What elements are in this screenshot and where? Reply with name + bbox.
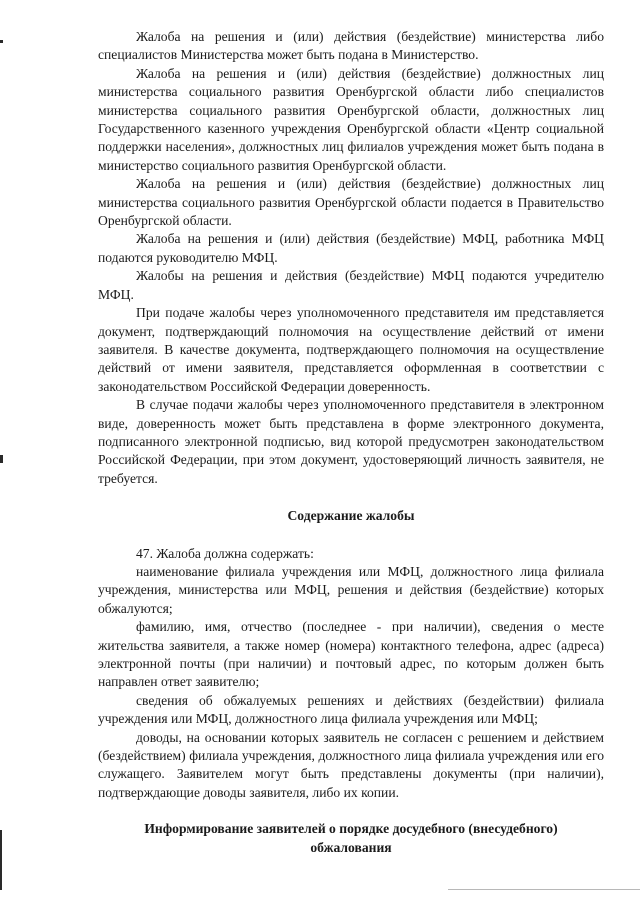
scan-edge-mark [0, 830, 2, 890]
document-body [98, 28, 604, 857]
paragraph: При подаче жалобы через уполномоченного представителя им представляется документ, подтверждающий полномочия на осуществление действий от имени заявителя. В качестве документа, подтверждающего полномочия на осуществление действий от имени заявителя, представляется оформленная в соответствии с законодательством Российской Федерации доверенность. [98, 305, 604, 394]
scan-edge-mark [0, 40, 3, 43]
paragraph: сведения об обжалуемых решениях и действиях (бездействии) филиала учреждения или МФЦ, должностного лица филиала учреждения или МФЦ; [98, 692, 604, 727]
scan-bottom-line [448, 889, 640, 890]
paragraph: 47. Жалоба должна содержать: [136, 545, 314, 561]
paragraph: Жалоба на решения и (или) действия (бездействие) министерства либо специалистов Министерства может быть подана в Министерство. [98, 29, 604, 63]
paragraph: наименование филиала учреждения или МФЦ, должностного лица филиала учреждения, министерства или МФЦ, решения и действия (бездействие) которых обжалуются; [98, 563, 604, 616]
paragraph: Жалоба на решения и (или) действия (бездействие) должностных лиц министерства социального развития Оренбургской области либо специалистов министерства социального развития Оренбургской области, должностных лиц Государственного казенного учреждения Оренбургской области «Центр социальной поддержки населения», должностных лиц филиалов учреждения может быть подана в министерство социального развития Оренбургской области. [98, 65, 604, 173]
paragraph: Жалобы на решения и действия (бездействие) МФЦ подаются учредителю МФЦ. [98, 268, 604, 302]
paragraph: Жалоба на решения и (или) действия (бездействие) должностных лиц министерства социального развития Оренбургской области подается в Правительство Оренбургской области. [98, 176, 604, 229]
section-heading-informing: Информирование заявителей о порядке досудебного (внесудебного) обжалования [144, 821, 558, 855]
scan-edge-mark [0, 455, 3, 463]
paragraph: В случае подачи жалобы через уполномоченного представителя в электронном виде, доверенность может быть представлена в форме электронного документа, подписанного электронной подписью, вид которой предусмотрен законодательством Российской Федерации, при этом документ, удостоверяющий личность заявителя, не требуется. [98, 397, 604, 486]
section-heading-complaint-content: Содержание жалобы [287, 508, 415, 524]
paragraph: фамилию, имя, отчество (последнее - при наличии), сведения о месте жительства заявителя, а также номер (номера) контактного телефона, адрес (адреса) электронной почты (при наличии) и почтовый адрес, по которым должен быть направлен ответ заявителю; [98, 619, 604, 690]
paragraph: Жалоба на решения и (или) действия (бездействие) МФЦ, работника МФЦ подаются руководителю МФЦ. [98, 231, 604, 265]
paragraph: доводы, на основании которых заявитель не согласен с решением и действием (бездействием) филиала учреждения, должностного лица филиала учреждения или его служащего. Заявителем могут быть представлены документы (при наличии), подтверждающие доводы заявителя, либо их копии. [98, 729, 604, 800]
